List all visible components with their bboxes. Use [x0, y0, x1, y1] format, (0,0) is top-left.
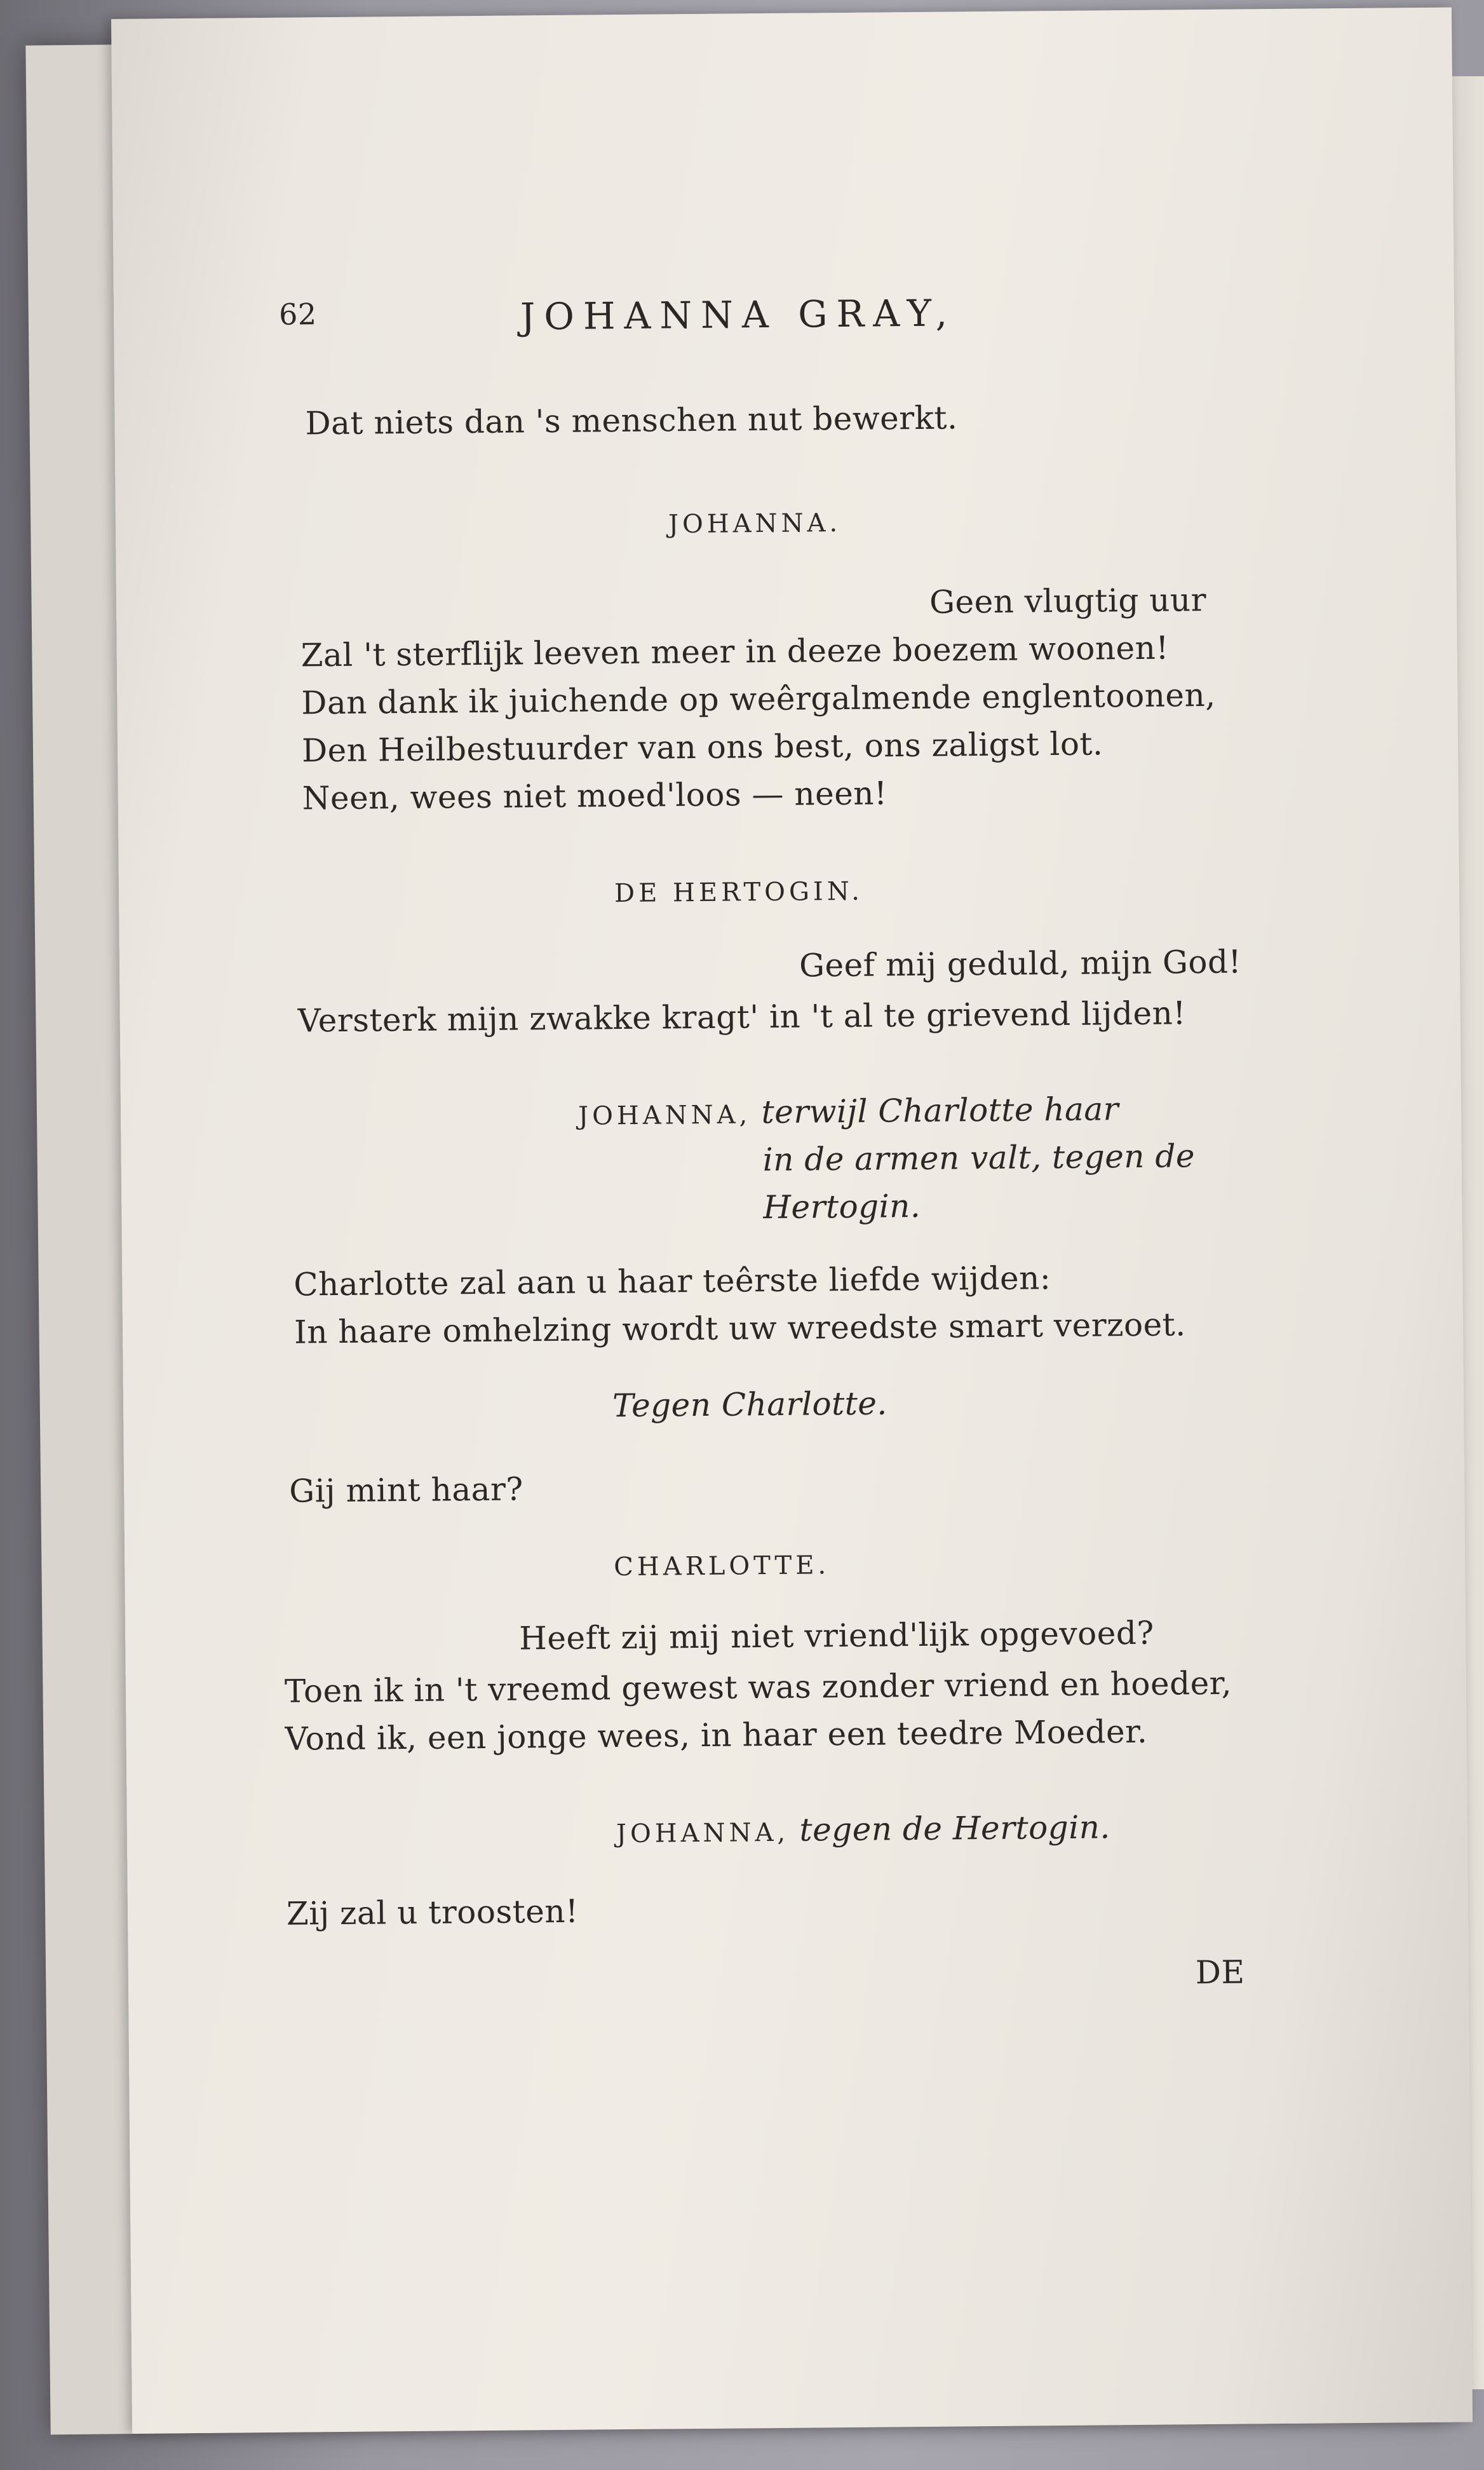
stage-direction: tegen de Hertogin. [799, 1808, 1111, 1849]
stage-direction: Tegen Charlotte. [612, 1385, 887, 1425]
verse-line: Neen, wees niet moed'loos — neen! [302, 775, 887, 817]
speaker-heading [578, 1090, 1119, 1132]
verse-line: Geef mij geduld, mijn God! [799, 943, 1242, 984]
speaker-name: JOHANNA, [577, 1100, 752, 1131]
stage-direction: terwijl Charlotte haar [761, 1090, 1119, 1131]
verse-line: Dan dank ik juichende op weêrgalmende englentoonen, [301, 676, 1216, 722]
verse-line: Vond ik, een jonge wees, in haar een teedre Moeder. [285, 1713, 1148, 1758]
verse-line: In haare omhelzing wordt uw wreedste smart verzoet. [293, 1306, 1186, 1351]
speaker-name: DE HERTOGIN. [614, 876, 864, 909]
speaker-name: JOHANNA, [616, 1817, 790, 1849]
verse-line: Zij zal u troosten! [286, 1892, 579, 1932]
verse-line: Dat niets dan 's menschen nut bewerkt. [305, 399, 958, 442]
speaker-name: CHARLOTTE. [614, 1551, 830, 1582]
verse-line: Geen vlugtig uur [929, 581, 1207, 621]
speaker-heading [616, 1808, 1110, 1850]
speaker-name: JOHANNA. [668, 508, 842, 539]
verse-line: Toen ik in 't vreemd gewest was zonder vriend en hoeder, [284, 1664, 1232, 1710]
stage-direction: Hertogin. [763, 1187, 921, 1226]
verse-line: Heeft zij mij niet vriend'lijk opgevoed? [519, 1614, 1154, 1657]
running-title: JOHANNA GRAY, [520, 291, 957, 339]
verse-line: Versterk mijn zwakke kragt' in 't al te grievend lijden! [297, 994, 1187, 1040]
book-page [111, 8, 1473, 2434]
catchword: DE [1195, 1953, 1245, 1992]
stage-direction: in de armen valt, tegen de [762, 1137, 1196, 1179]
verse-line: Zal 't sterflijk leeven meer in deeze boezem woonen! [300, 629, 1170, 674]
verse-line: Den Heilbestuurder van ons best, ons zaligst lot. [301, 725, 1103, 770]
verse-line: Charlotte zal aan u haar teêrste liefde wijden: [293, 1259, 1051, 1303]
verse-line: Gij mint haar? [288, 1470, 523, 1510]
page-number: 62 [278, 297, 317, 332]
